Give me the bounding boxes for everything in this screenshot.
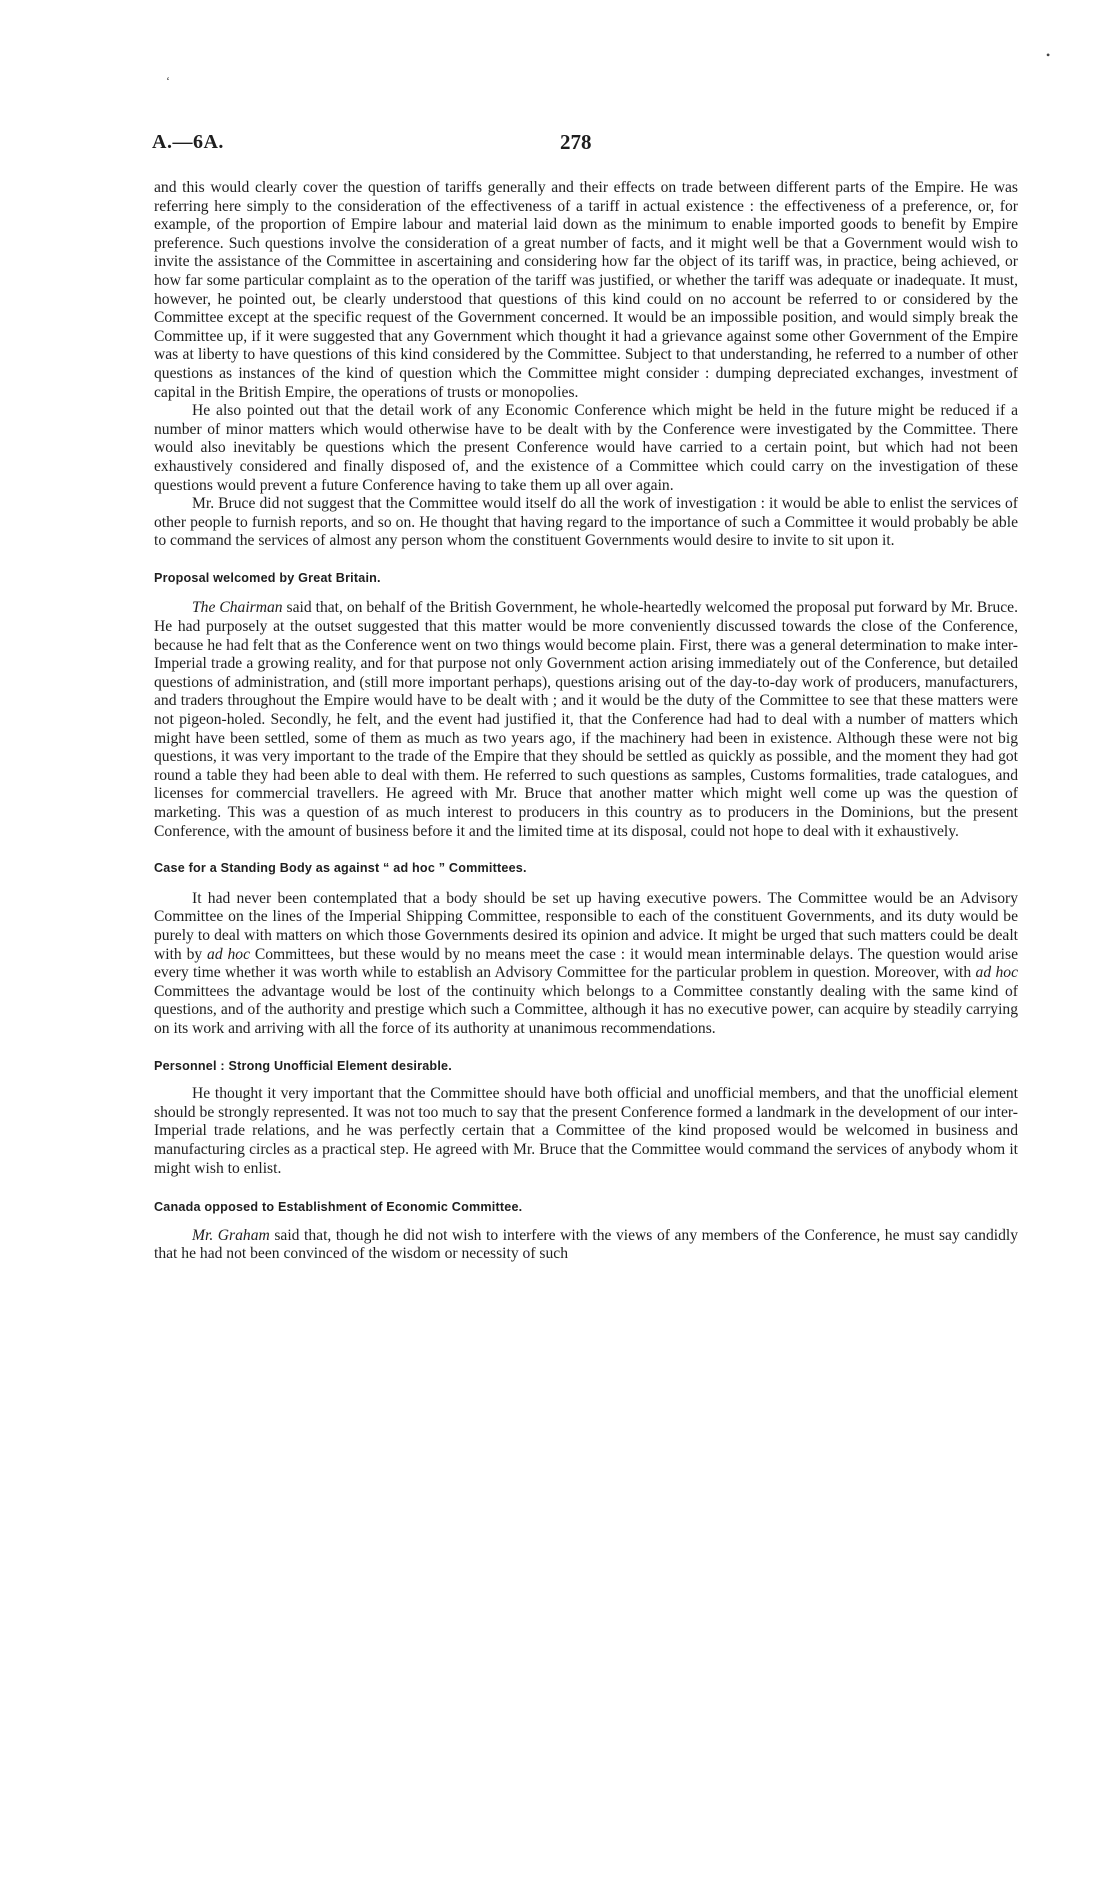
paragraph-7-text: said that, though he did not wish to interfere with the views of any members of the Conference, he must say candidly that he had not been convinced of the wisdom or necessity of such [154,1226,1019,1263]
paragraph-5 [154,890,1018,1039]
ad-hoc-term-2: ad hoc [975,964,1018,982]
section-heading-personnel: Personnel : Strong Unofficial Element desirable. [154,1058,452,1073]
stray-mark-left: ‘ [166,74,170,88]
paragraph-6: He thought it very important that the Committee should have both official and unofficial members, and that the unofficial element should be strongly represented. It was not too much to say that the present Conference formed a landmark in the development of our inter-Imperial trade relations, and he was perfectly certain that a Committee of the kind proposed would be welcomed in business and manufacturing circles as a practical step. He agreed with Mr. Bruce that the Committee would command the services of anybody whom it might wish to enlist. [154,1085,1018,1177]
section-heading-proposal-welcomed: Proposal welcomed by Great Britain. [154,570,381,585]
ad-hoc-term-1: ad hoc [207,945,250,963]
paragraph-5-part-c: Committees the advantage would be lost of the continuity which belongs to a Committee constantly dealing with the same kind of questions, and of the authority and prestige which such a Committee, although it has no executive power, can acquire by steadily carrying on its work and arriving with all the force of its authority at unanimous recommendations. [154,982,1018,1037]
paragraph-3: Mr. Bruce did not suggest that the Committee would itself do all the work of investigation : it would be able to enlist the services of other people to furnish reports, and so on. He thought that having regard to the importance of such a Committee it would probably be able to command the services of almost any person whom the constituent Governments would desire to invite to sit upon it. [154,495,1018,550]
body-text [154,179,1018,1264]
section-heading-standing-body: Case for a Standing Body as against “ ad hoc ” Committees. [154,861,527,876]
paragraph-2: He also pointed out that the detail work of any Economic Conference which might be held in the future might be reduced if a number of minor matters which would otherwise have to be dealt with by the Conference were investigated by the Committee. There would also inevitably be questions which the present Conference would have carried to a certain point, but which had not been exhaustively considered and finally disposed of, and the existence of a Committee which could carry on the investigation of these questions would prevent a future Conference having to take them up all over again. [154,402,1018,494]
document-reference: A.—6A. [152,131,224,153]
stray-mark-right: • [1046,48,1051,62]
speaker-graham: Mr. Graham [192,1226,270,1244]
paragraph-7 [154,1227,1018,1264]
paragraph-5-part-a: It had never been contemplated that a body should be set up having executive powers. The Committee would be an Advisory Committee on the lines of the Imperial Shipping Committee, responsible to each of the constituent Governments, and its duty would be purely to deal with matters on which those Governments desired its opinion and advice. It might be urged that such matters could be dealt with by [154,889,1018,963]
paragraph-5-part-b: Committees, but these would by no means meet the case : it would mean interminable delays. The question would arise every time whether it was worth while to establish an Advisory Committee for the particular problem in question. Moreover, with [154,945,1018,982]
paragraph-4-text: said that, on behalf of the British Government, he whole-heartedly welcomed the proposal put forward by Mr. Bruce. He had purposely at the outset suggested that this matter would be more conveniently discussed towards the close of the Conference, because he had felt that as the Conference went on two things would become plain. First, there was a general determination to make inter-Imperial trade a growing reality, and for that purpose not only Government action arising immediately out of the Conference, but detailed questions of administration, and (still more important perhaps), questions arising out of the day-to-day work of producers, manufacturers, and traders throughout the Empire would have to be dealt with ; and it would be the duty of the Committee to see that these matters were not pigeon-holed. Secondly, he felt, and the event had justified it, that the Conference had had to deal with a number of matters which might have been settled, some of them as much as two years ago, if the machinery had been in existence. Although these were not big questions, it was very important to the trade of the Empire that they should be settled as quickly as possible, and the moment they had got round a table they had been able to deal with them. He referred to such questions as samples, Customs formalities, trade catalogues, and licenses for commercial travellers. He agreed with Mr. Bruce that another matter which might well come up was the question of marketing. This was a question of as much interest to producers in this country as to producers in the Dominions, but the present Conference, with the amount of business before it and the limited time at its disposal, could not hope to deal with it exhaustively. [154,599,1018,840]
paragraph-1: and this would clearly cover the question of tariffs generally and their effects on trade between different parts of the Empire. He was referring here simply to the consideration of the effectiveness of a tariff in actual existence : the effectiveness of a preference, or, for example, of the proportion of Empire labour and material laid down as the minimum to enable imported goods to benefit by Empire preference. Such questions involve the consideration of a great number of facts, and it might well be that a Government would wish to invite the assistance of the Committee in ascertaining and considering how far the object of its tariff was, in practice, being achieved, or how far some particular complaint as to the operation of the tariff was justified, or whether the tariff was adequate or inadequate. It must, however, he pointed out, be clearly understood that questions of this kind could on no account be referred to or considered by the Committee except at the specific request of the Government concerned. It would be an impossible position, and would simply break the Committee up, if it were suggested that any Government which thought it had a grievance against some other Government of the Empire was at liberty to have questions of this kind considered by the Committee. Subject to that understanding, he referred to a number of other questions as instances of the kind of question which the Committee might consider : dumping depreciated exchanges, investment of capital in the British Empire, the operations of trusts or monopolies. [154,179,1018,401]
paragraph-4 [154,599,1018,841]
page-number: 278 [560,130,592,154]
section-heading-canada-opposed: Canada opposed to Establishment of Economic Committee. [154,1200,523,1215]
speaker-chairman: The Chairman [192,599,283,617]
